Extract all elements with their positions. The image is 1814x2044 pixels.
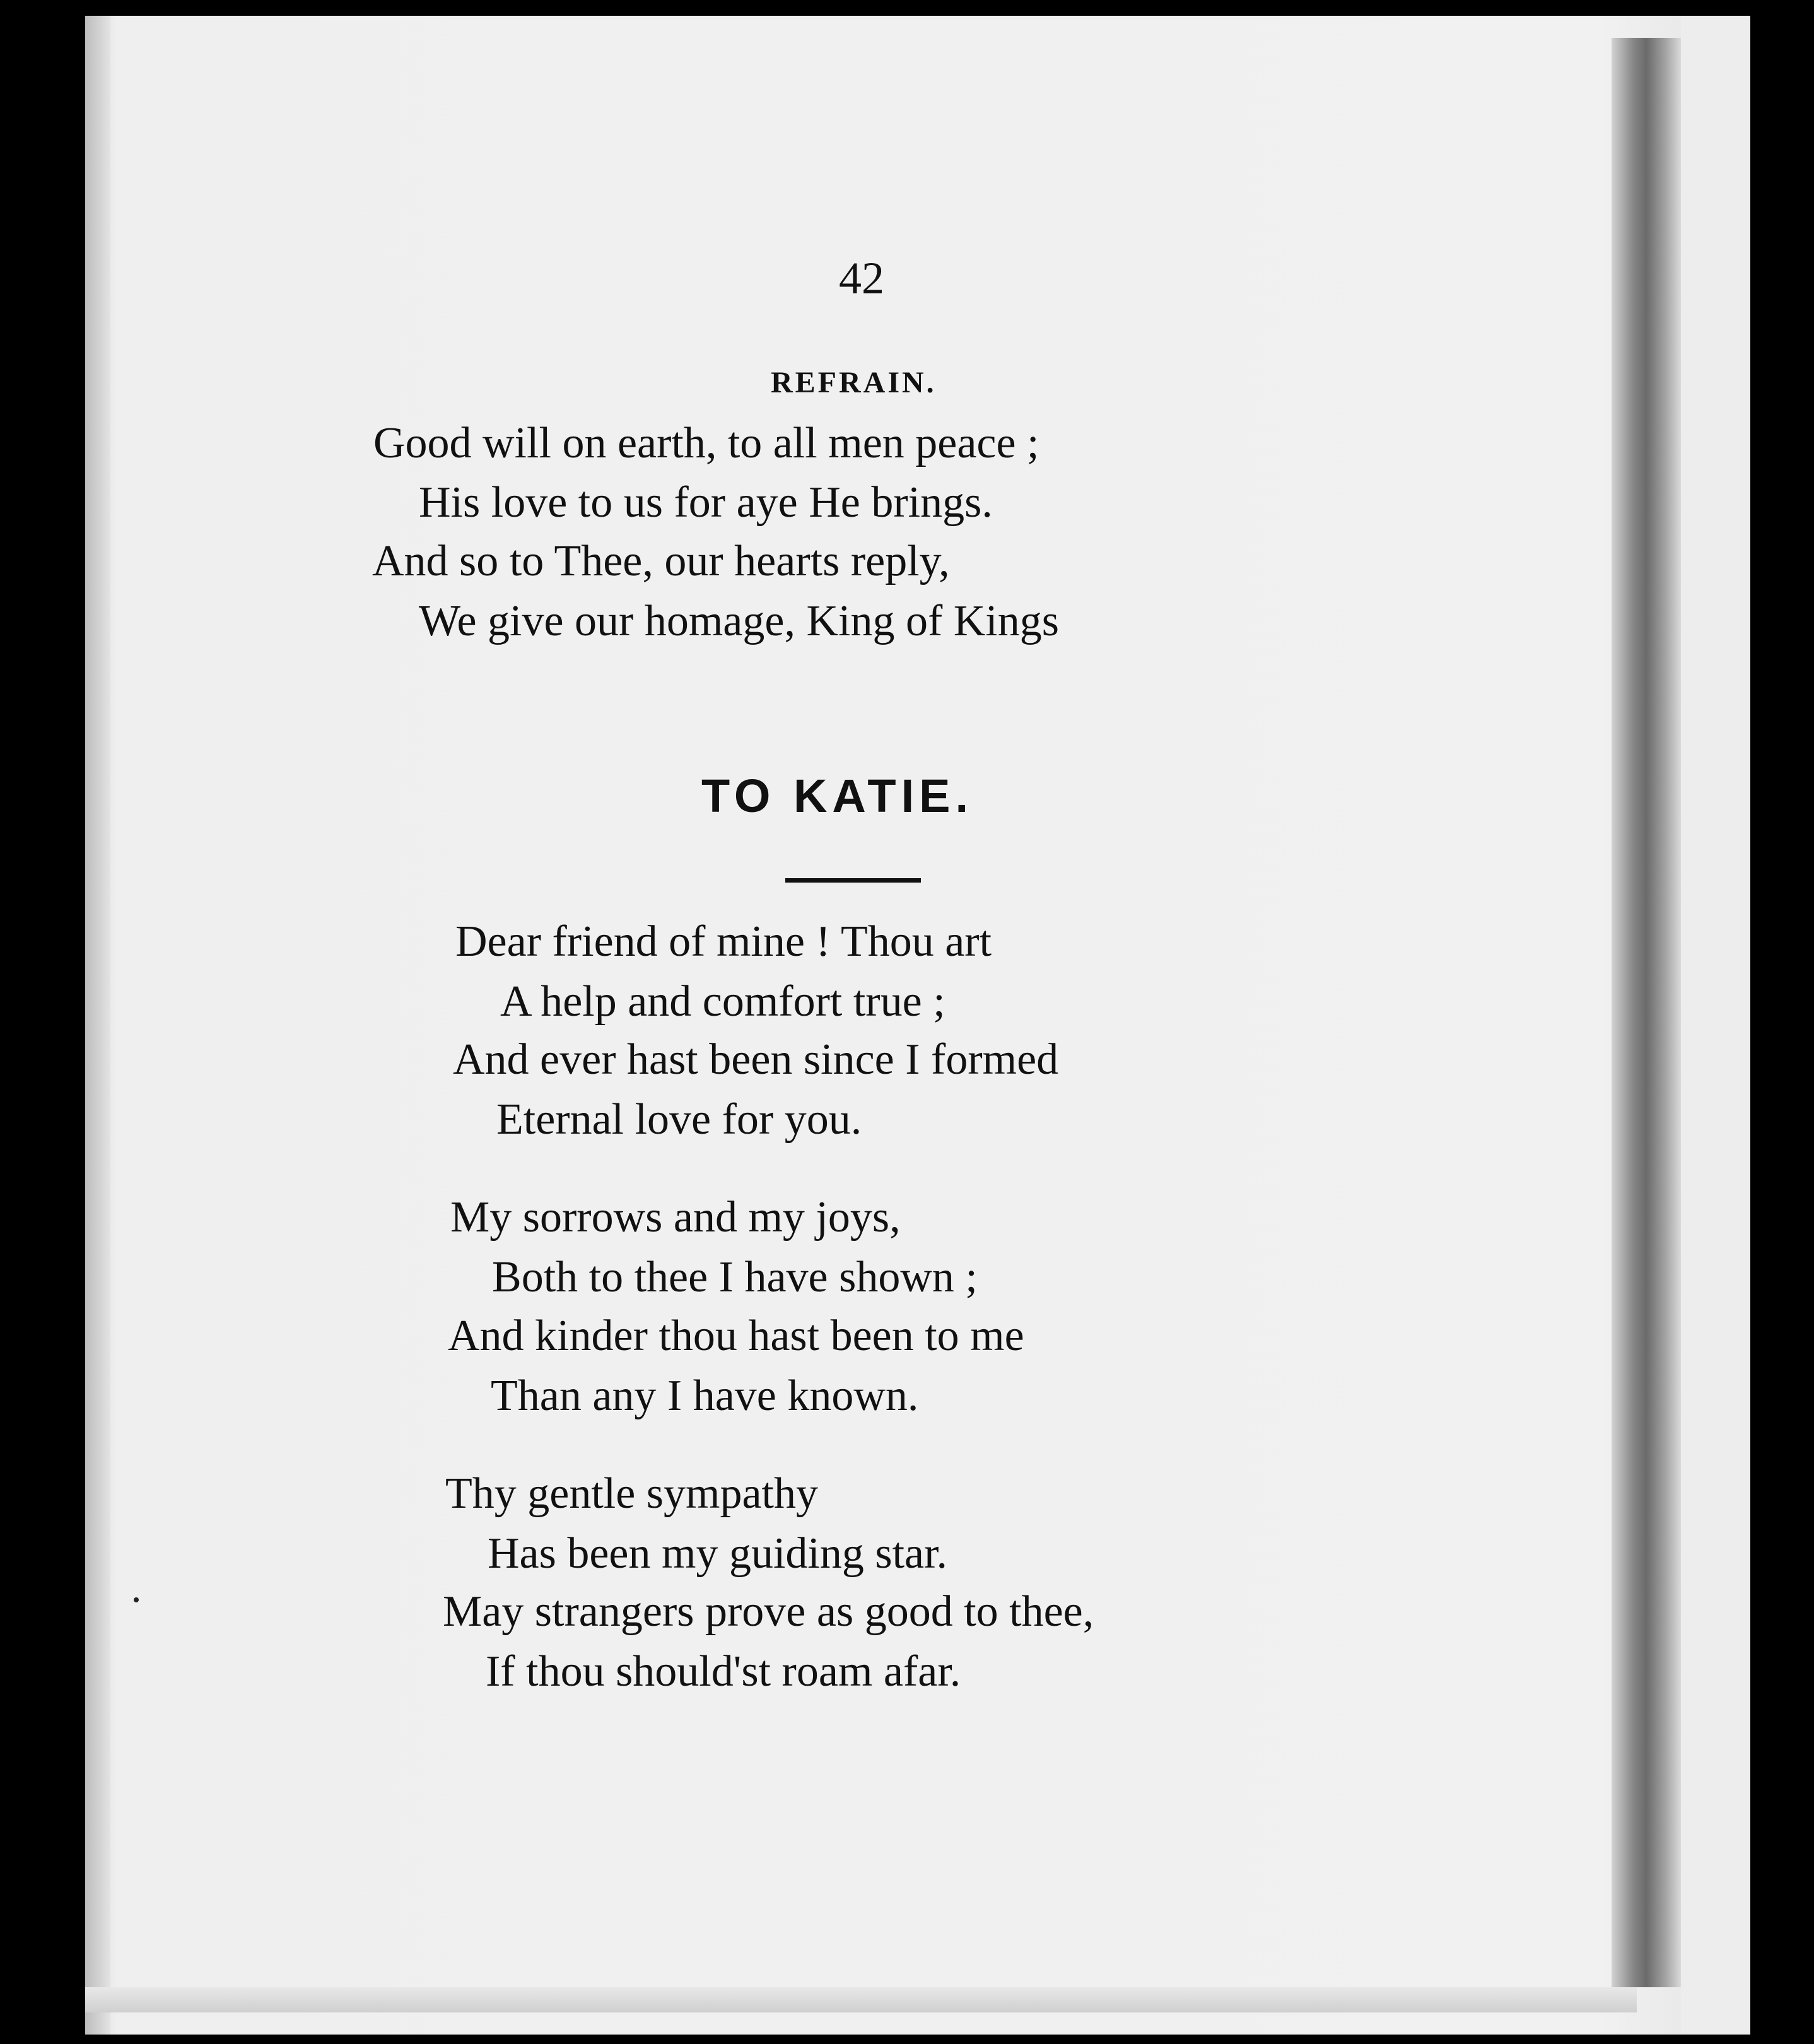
stanza-1-line-3: And ever hast been since I formed	[453, 1035, 1059, 1084]
binding-gutter-shadow	[1612, 38, 1681, 1987]
title-rule	[785, 878, 921, 883]
page-bottom-edge	[85, 1987, 1637, 2012]
refrain-heading: REFRAIN.	[771, 366, 937, 399]
stanza-1-line-4: Eternal love for you.	[496, 1095, 862, 1144]
stanza-1-line-1: Dear friend of mine ! Thou art	[455, 917, 992, 966]
stanza-2-line-2: Both to thee I have shown ;	[492, 1253, 978, 1301]
refrain-line-4: We give our homage, King of Kings	[419, 597, 1059, 645]
page-left-edge	[85, 16, 110, 2035]
page-number: 42	[839, 253, 884, 303]
poem-title: TO KATIE.	[701, 770, 974, 822]
refrain-line-1: Good will on earth, to all men peace ;	[373, 419, 1039, 467]
refrain-line-2: His love to us for aye He brings.	[419, 478, 993, 527]
refrain-line-3: And so to Thee, our hearts reply,	[372, 537, 950, 585]
stanza-3-line-1: Thy gentle sympathy	[445, 1469, 819, 1518]
stanza-3-line-4: If thou should'st roam afar.	[486, 1647, 961, 1696]
stanza-2-line-3: And kinder thou hast been to me	[448, 1312, 1024, 1360]
stanza-2-line-4: Than any I have known.	[491, 1371, 919, 1420]
stanza-2-line-1: My sorrows and my joys,	[450, 1193, 901, 1242]
ink-speck	[134, 1597, 139, 1602]
stanza-3-line-2: Has been my guiding star.	[488, 1529, 948, 1578]
facing-page-edge	[1681, 16, 1750, 2035]
stanza-1-line-2: A help and comfort true ;	[500, 977, 945, 1026]
stanza-3-line-3: May strangers prove as good to thee,	[443, 1587, 1094, 1636]
